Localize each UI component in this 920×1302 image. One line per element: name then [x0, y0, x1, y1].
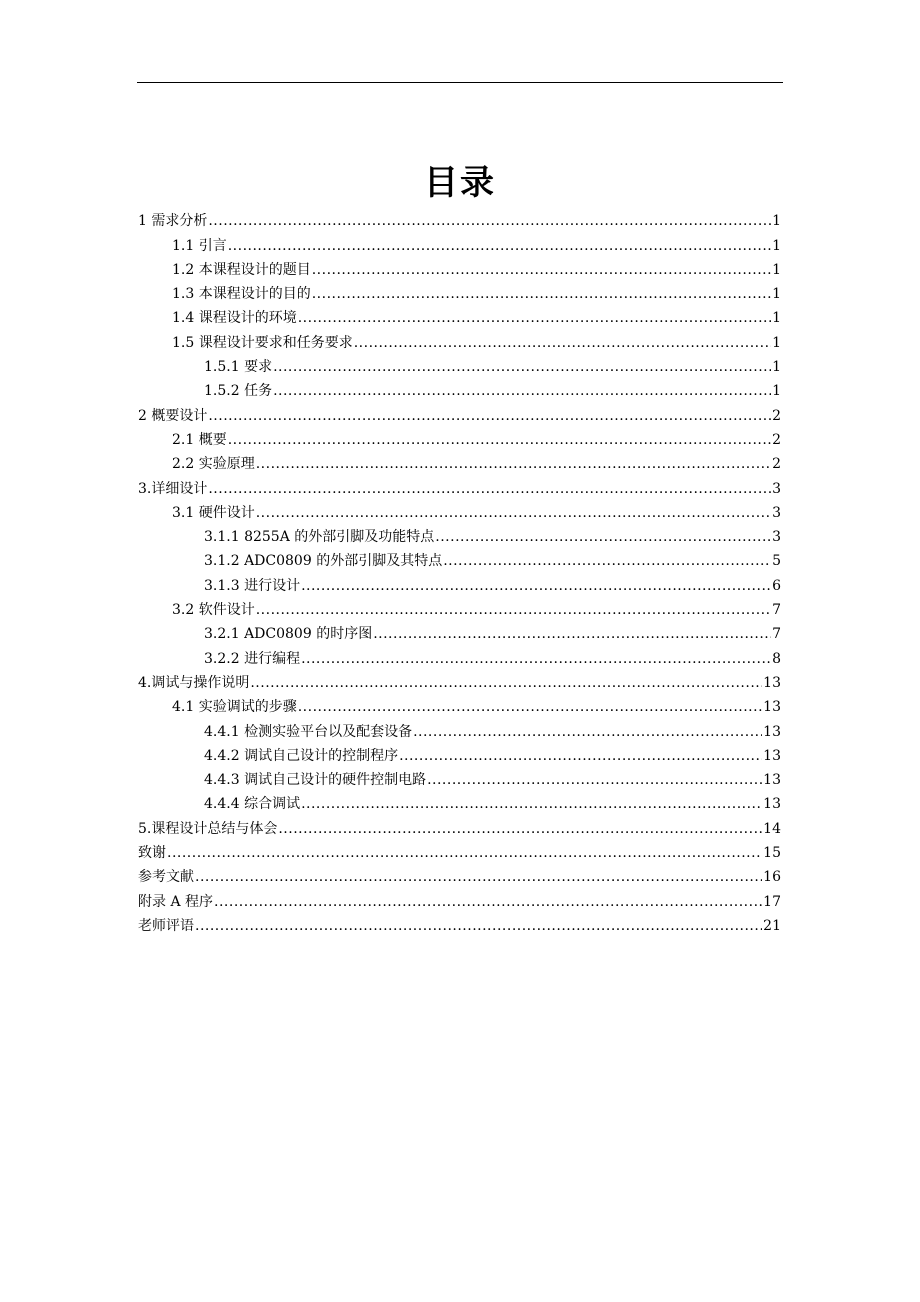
toc-entry-title: 3.1 硬件设计 [172, 504, 255, 521]
toc-entry[interactable] [138, 209, 781, 233]
toc-dot-leader [195, 917, 762, 935]
toc-entry-page-number: 1 [772, 310, 781, 327]
toc-dot-leader [208, 480, 771, 498]
toc-entry-page-number: 3 [772, 480, 781, 497]
toc-entry[interactable] [204, 768, 781, 792]
toc-entry-title: 1.2 本课程设计的题目 [172, 261, 311, 278]
toc-entry-page-number: 2 [772, 456, 781, 473]
toc-dot-leader [208, 212, 771, 230]
toc-entry[interactable] [204, 549, 781, 573]
toc-entry-page-number: 15 [763, 845, 781, 862]
toc-entry[interactable] [172, 598, 781, 622]
toc-entry-page-number: 1 [772, 213, 781, 230]
toc-entry-title: 4.4.3 调试自己设计的硬件控制电路 [204, 772, 427, 789]
toc-entry-title: 4.调试与操作说明 [138, 674, 250, 691]
toc-entry[interactable] [204, 646, 781, 670]
toc-entry-title: 2 概要设计 [138, 407, 208, 424]
toc-dot-leader [354, 334, 771, 352]
toc-entry[interactable] [172, 258, 781, 282]
toc-entry-title: 5.课程设计总结与体会 [138, 820, 278, 837]
toc-dot-leader [443, 552, 771, 570]
toc-entry-page-number: 16 [763, 869, 781, 886]
toc-entry[interactable] [138, 816, 781, 840]
toc-entry[interactable] [204, 719, 781, 743]
toc-entry-title: 3.1.1 8255A 的外部引脚及功能特点 [204, 529, 435, 546]
toc-dot-leader [301, 650, 771, 668]
toc-dot-leader [373, 625, 771, 643]
header-rule [137, 82, 783, 83]
toc-entry-title: 3.2 软件设计 [172, 602, 255, 619]
toc-dot-leader [427, 771, 762, 789]
toc-entry[interactable] [172, 428, 781, 452]
toc-entry-title: 1.5 课程设计要求和任务要求 [172, 334, 353, 351]
toc-entry-title: 参考文献 [138, 869, 194, 886]
toc-dot-leader [195, 868, 762, 886]
toc-entry[interactable] [172, 330, 781, 354]
toc-entry-page-number: 2 [772, 431, 781, 448]
toc-entry[interactable] [138, 914, 781, 938]
toc-entry-title: 附录 A 程序 [138, 893, 214, 910]
toc-title: 目录 [424, 163, 496, 203]
toc-dot-leader [301, 795, 762, 813]
toc-entry[interactable] [138, 671, 781, 695]
toc-entry[interactable] [172, 501, 781, 525]
toc-entry[interactable] [172, 282, 781, 306]
toc-dot-leader [273, 382, 771, 400]
toc-dot-leader [298, 698, 762, 716]
toc-entry-title: 3.2.1 ADC0809 的时序图 [204, 626, 373, 643]
toc-entry-page-number: 2 [772, 407, 781, 424]
toc-entry[interactable] [172, 695, 781, 719]
toc-entry-page-number: 1 [772, 383, 781, 400]
toc-entry-title: 4.1 实验调试的步骤 [172, 699, 297, 716]
toc-entry-title: 1 需求分析 [138, 213, 208, 230]
toc-entry[interactable] [138, 889, 781, 913]
toc-dot-leader [298, 309, 771, 327]
toc-entry-page-number: 1 [772, 334, 781, 351]
toc-dot-leader [167, 844, 762, 862]
toc-entry-page-number: 13 [763, 796, 781, 813]
toc-entry-page-number: 6 [772, 577, 781, 594]
toc-dot-leader [256, 504, 771, 522]
toc-entry-page-number: 1 [772, 286, 781, 303]
toc-dot-leader [256, 455, 771, 473]
toc-entry-page-number: 14 [763, 820, 781, 837]
toc-entry-title: 3.详细设计 [138, 480, 208, 497]
toc-entry-title: 4.4.4 综合调试 [204, 796, 301, 813]
toc-dot-leader [214, 893, 762, 911]
toc-entry[interactable] [138, 476, 781, 500]
toc-dot-leader [312, 285, 771, 303]
toc-dot-leader [273, 358, 771, 376]
toc-entry-page-number: 1 [772, 237, 781, 254]
toc-dot-leader [208, 407, 771, 425]
toc-entry[interactable] [204, 744, 781, 768]
toc-entry[interactable] [204, 573, 781, 597]
toc-entry[interactable] [204, 792, 781, 816]
toc-entry-page-number: 7 [772, 602, 781, 619]
toc-entry-page-number: 13 [763, 674, 781, 691]
toc-entry-title: 1.1 引言 [172, 237, 227, 254]
toc-dot-leader [228, 431, 771, 449]
toc-entry-page-number: 8 [772, 650, 781, 667]
toc-entry-title: 2.1 概要 [172, 431, 227, 448]
toc-dot-leader [413, 723, 762, 741]
toc-dot-leader [301, 577, 771, 595]
toc-entry-page-number: 1 [772, 359, 781, 376]
toc-entry-title: 2.2 实验原理 [172, 456, 255, 473]
toc-entry[interactable] [204, 525, 781, 549]
toc-dot-leader [250, 674, 762, 692]
toc-entry-title: 致谢 [138, 845, 166, 862]
toc-entry-title: 4.4.2 调试自己设计的控制程序 [204, 747, 399, 764]
toc-dot-leader [256, 601, 771, 619]
toc-entry-page-number: 17 [763, 893, 781, 910]
toc-entry-page-number: 7 [772, 626, 781, 643]
toc-entry-page-number: 13 [763, 772, 781, 789]
toc-entry[interactable] [172, 452, 781, 476]
toc-entry-page-number: 13 [763, 747, 781, 764]
toc-entry[interactable] [138, 841, 781, 865]
toc-dot-leader [228, 237, 771, 255]
toc-entry-title: 1.5.2 任务 [204, 383, 273, 400]
toc-entry[interactable] [138, 403, 781, 427]
toc-entry-page-number: 3 [772, 529, 781, 546]
toc-dot-leader [435, 528, 771, 546]
toc-entry-title: 1.5.1 要求 [204, 359, 273, 376]
toc-entry-title: 1.3 本课程设计的目的 [172, 286, 311, 303]
toc-entry-title: 4.4.1 检测实验平台以及配套设备 [204, 723, 413, 740]
toc-entry-page-number: 13 [763, 723, 781, 740]
toc-entry[interactable] [204, 379, 781, 403]
toc-entry[interactable] [172, 306, 781, 330]
toc-entry-title: 老师评语 [138, 917, 194, 934]
toc-entry[interactable] [172, 233, 781, 257]
toc-dot-leader [312, 261, 771, 279]
toc-entry-page-number: 13 [763, 699, 781, 716]
toc-entry-page-number: 3 [772, 504, 781, 521]
toc-dot-leader [399, 747, 762, 765]
toc-entry-page-number: 5 [772, 553, 781, 570]
toc-entry[interactable] [204, 355, 781, 379]
toc-entry-title: 3.1.3 进行设计 [204, 577, 301, 594]
toc-entry[interactable] [204, 622, 781, 646]
toc-entry-title: 1.4 课程设计的环境 [172, 310, 297, 327]
table-of-contents [0, 209, 920, 938]
toc-entry-page-number: 1 [772, 261, 781, 278]
toc-entry-page-number: 21 [763, 917, 781, 934]
toc-entry-title: 3.1.2 ADC0809 的外部引脚及其特点 [204, 553, 443, 570]
toc-dot-leader [278, 820, 762, 838]
toc-entry[interactable] [138, 865, 781, 889]
toc-entry-title: 3.2.2 进行编程 [204, 650, 301, 667]
